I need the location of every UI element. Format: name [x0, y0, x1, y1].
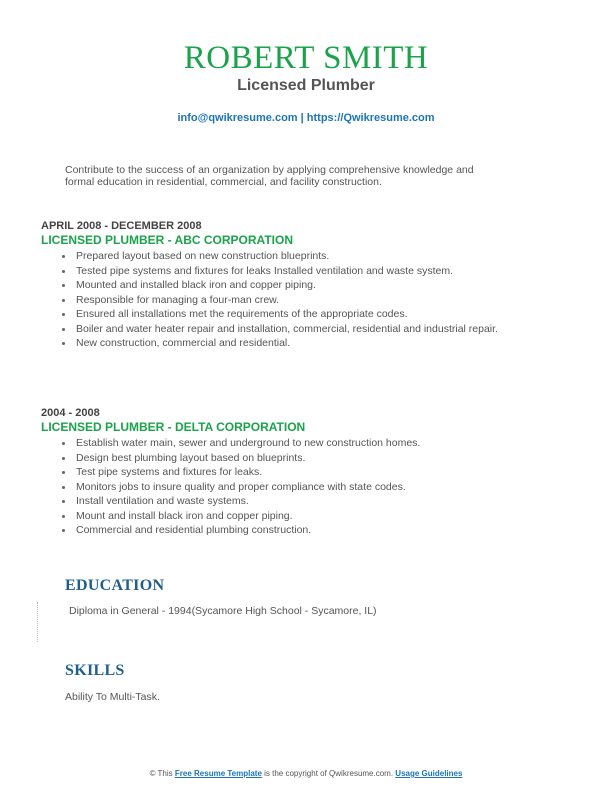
bullet-item: Design best plumbing layout based on blueprints. [76, 451, 506, 466]
experience-bullets [41, 249, 511, 351]
free-template-link[interactable]: Free Resume Template [174, 769, 262, 778]
bullet-item: Tested pipe systems and fixtures for leaks Installed ventilation and waste system. [76, 264, 506, 279]
experience-dates: APRIL 2008 - DECEMBER 2008 [41, 220, 202, 232]
experience-entry-1 [41, 220, 511, 351]
contact-separator: | [300, 112, 304, 124]
job-title: Licensed Plumber [237, 77, 375, 94]
bullet-item: Prepared layout based on new construction blueprints. [76, 249, 506, 264]
footer-prefix: © This [149, 769, 173, 778]
website-link[interactable]: https://Qwikresume.com [306, 112, 435, 124]
experience-entry-2 [41, 407, 511, 538]
bullet-item: Boiler and water heater repair and installation, commercial, residential and industrial repair. [76, 322, 506, 337]
bullet-item: Mount and install black iron and copper piping. [76, 509, 506, 524]
education-divider [37, 602, 40, 642]
bullet-item: New construction, commercial and residential. [76, 336, 506, 351]
bullet-item: Test pipe systems and fixtures for leaks. [76, 465, 506, 480]
bullet-item: Monitors jobs to insure quality and proper compliance with state codes. [76, 480, 506, 495]
bullet-item: Install ventilation and waste systems. [76, 494, 506, 509]
summary-text: Contribute to the success of an organization by applying comprehensive knowledge and formal education in residential, commercial, and facility construction. [65, 164, 474, 189]
experience-dates: 2004 - 2008 [41, 407, 100, 419]
education-heading: EDUCATION [65, 577, 165, 594]
footer [0, 769, 612, 778]
skills-entry: Ability To Multi-Task. [65, 691, 160, 703]
bullet-item: Establish water main, sewer and underground to new construction homes. [76, 436, 506, 451]
experience-bullets [41, 436, 511, 538]
bullet-item: Ensured all installations met the requirements of the appropriate codes. [76, 307, 506, 322]
experience-role: LICENSED PLUMBER - ABC CORPORATION [41, 233, 293, 247]
candidate-name: ROBERT SMITH [183, 40, 429, 76]
skills-heading: SKILLS [65, 662, 125, 679]
footer-copyright-text: is the copyright of Qwikresume.com. [264, 769, 394, 778]
bullet-item: Commercial and residential plumbing construction. [76, 523, 506, 538]
bullet-item: Responsible for managing a four-man crew. [76, 293, 506, 308]
usage-guidelines-link[interactable]: Usage Guidelines [395, 769, 463, 778]
experience-role: LICENSED PLUMBER - DELTA CORPORATION [41, 420, 306, 434]
email-link[interactable]: info@qwikresume.com [177, 112, 298, 124]
education-entry: Diploma in General - 1994(Sycamore High School - Sycamore, IL) [69, 605, 377, 617]
contact-line [0, 112, 612, 124]
bullet-item: Mounted and installed black iron and copper piping. [76, 278, 506, 293]
